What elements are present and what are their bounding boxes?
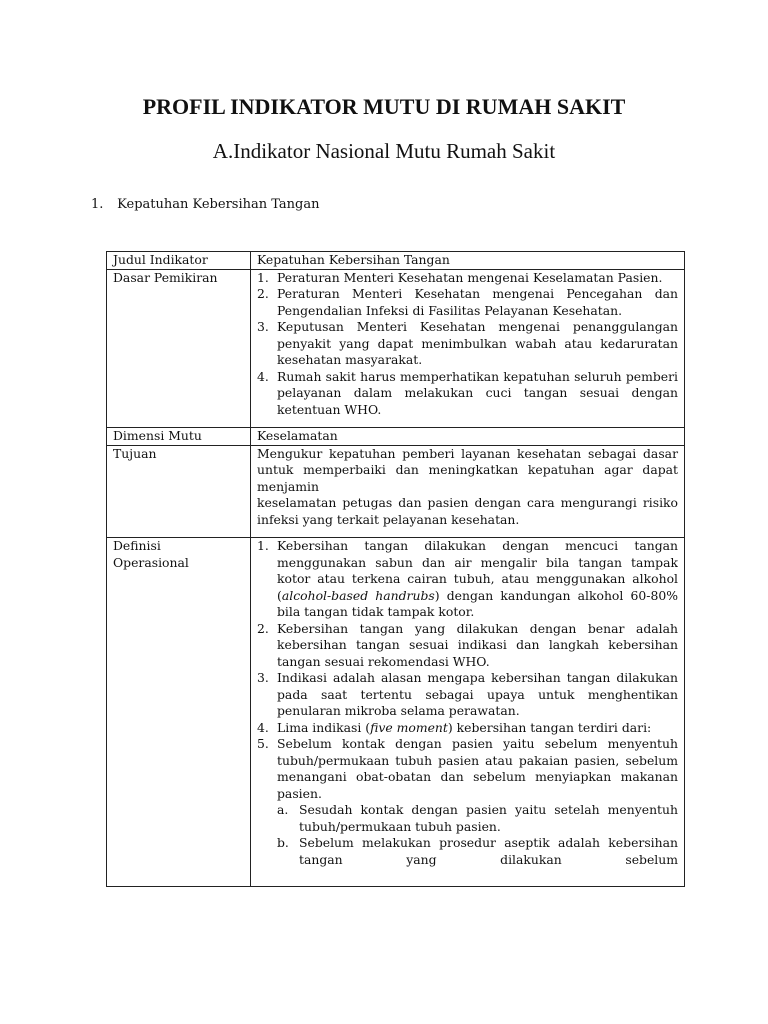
row-definisi [107,538,685,887]
text-run: Lima indikasi ( [277,719,371,735]
item-letter: b. [277,835,289,850]
dasar-value [251,269,685,428]
row-dasar [107,269,685,428]
item-text [277,538,678,621]
definisi-label-line-2: Operasional [113,554,189,570]
definisi-list [257,538,678,802]
tujuan-label: Tujuan [107,445,251,538]
dimensi-label: Dimensi Mutu [107,428,251,446]
item-letter: a. [277,802,289,817]
italic-term: alcohol-based handrubs [281,587,435,603]
item-number: 1. [257,538,269,553]
tujuan-paragraph-1: Mengukur kepatuhan pemberi layanan kesehatan sebagai dasar untuk memperbaiki dan meningkatkan kepatuhan agar dapat menjamin [257,445,678,494]
dasar-label: Dasar Pemikiran [107,269,251,428]
item-number: 5. [257,736,269,751]
list-item [277,835,678,868]
item-number: 4. [257,368,269,384]
item-text: Peraturan Menteri Kesehatan mengenai Keselamatan Pasien. [277,269,663,285]
dimensi-value: Keselamatan [251,428,685,446]
item-number: 2. [257,286,269,301]
list-item [257,538,678,621]
list-item [257,286,678,319]
list-item [257,270,678,287]
document-title: PROFIL INDIKATOR MUTU DI RUMAH SAKIT [142,94,626,119]
text-run: Kebersihan tangan dilakukan dengan mencuci tangan menggunakan sabun dan air mengalir bila tangan tampak kotor atau terkena cairan tubuh, atau menggunakan alkohol ( [277,538,678,603]
definisi-value [251,538,685,887]
item-text: Rumah sakit harus memperhatikan kepatuhan seluruh pemberi pelayanan dalam melakukan cuci tangan sesuai dengan ketentuan WHO. [277,368,678,417]
definisi-content [257,538,678,886]
list-item [257,369,678,419]
row-tujuan [107,445,685,538]
tujuan-paragraph-2: keselamatan petugas dan pasien dengan cara mengurangi risiko infeksi yang terkait pelayanan kesehatan. [257,495,678,527]
italic-term: five moment [370,719,448,735]
dasar-list [257,270,678,419]
item-number: 3. [257,670,269,685]
judul-label: Judul Indikator [107,252,251,270]
item-number: 2. [257,620,269,636]
item-number: 4. [257,719,269,735]
definisi-label [107,538,251,887]
list-item [277,802,678,835]
item-text: Sebelum melakukan prosedur aseptik adalah kebersihan tangan yang dilakukan sebelum [299,835,678,867]
item-number: 3. [257,319,269,334]
list-item [257,621,678,671]
section-number: 1. [91,197,104,212]
tujuan-value [251,445,685,538]
row-judul [107,252,685,270]
item-text: Keputusan Menteri Kesehatan mengenai penanggulangan penyakit yang dapat menimbulkan wabah atau kedaruratan kesehatan masyarakat. [277,319,678,367]
document-subtitle: A.Indikator Nasional Mutu Rumah Sakit [212,139,556,163]
row-dimensi [107,428,685,446]
judul-value: Kepatuhan Kebersihan Tangan [251,252,685,270]
section-heading [91,197,319,212]
item-text: Sesudah kontak dengan pasien yaitu setelah menyentuh tubuh/permukaan tubuh pasien. [299,802,678,834]
item-number: 1. [257,269,269,285]
item-text: Indikasi adalah alasan mengapa kebersihan tangan dilakukan pada saat tertentu sebagai upaya untuk menghentikan penularan mikroba selama perawatan. [277,670,678,718]
list-item [257,720,678,737]
list-item [257,736,678,802]
definisi-sublist [257,802,678,868]
section-title: Kepatuhan Kebersihan Tangan [117,197,320,212]
text-run: ) kebersihan tangan terdiri dari: [447,719,652,735]
definisi-label-line-1: Definisi [113,538,161,553]
list-item [257,670,678,720]
text-run: ) dengan kandungan alkohol 60-80% bila tangan tidak tampak kotor. [277,587,678,619]
list-item [257,319,678,369]
item-text: Kebersihan tangan yang dilakukan dengan benar adalah kebersihan tangan sesuai indikasi dan langkah kebersihan tangan sesuai rekomendasi WHO. [277,620,678,669]
item-text: Sebelum kontak dengan pasien yaitu sebelum menyentuh tubuh/permukaan tubuh pasien atau pakaian pasien, sebelum menangani obat-obatan dan sebelum menyiapkan makanan pasien. [277,736,678,801]
item-text [277,720,678,737]
indicator-table [106,251,685,887]
item-text: Peraturan Menteri Kesehatan mengenai Pencegahan dan Pengendalian Infeksi di Fasilitas Pelayanan Kesehatan. [277,286,678,318]
